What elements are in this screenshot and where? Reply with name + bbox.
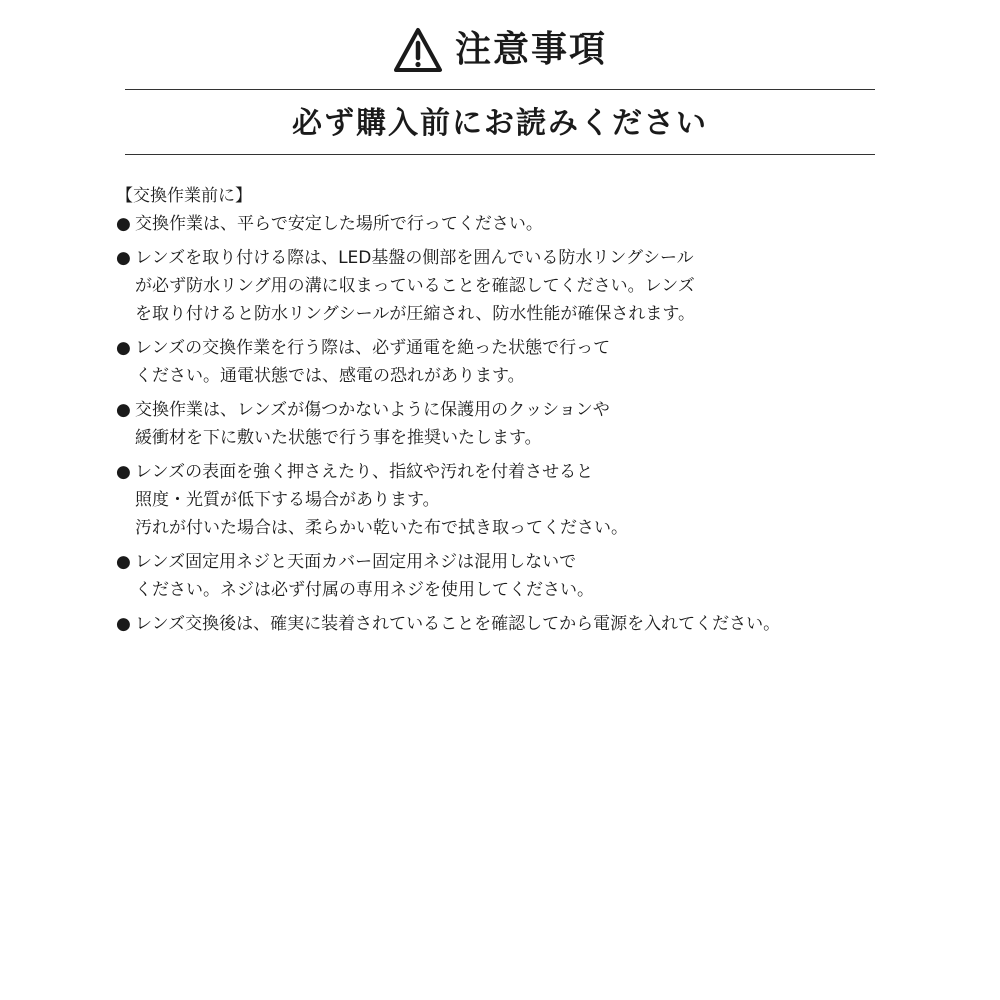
notice-item-line: レンズの交換作業を行う際は、必ず通電を絶った状態で行って [135,338,611,358]
section-heading: 【交換作業前に】 [116,186,252,206]
notice-item-line: が必ず防水リング用の溝に収まっていることを確認してください。レンズ [135,276,695,296]
page-title: 注意事項 [454,29,607,70]
bullet-icon: ● [116,462,131,482]
notice-header [0,22,1000,78]
notice-item-line: レンズを取り付ける際は、LED基盤の側部を囲んでいる防水リングシール [135,248,694,268]
notice-item-line: 照度・光質が低下する場合があります。 [135,490,440,510]
notice-item [116,244,996,328]
bullet-icon: ● [116,614,131,634]
notice-item-line: 交換作業は、平らで安定した場所で行ってください。 [135,214,543,234]
page-subtitle: 必ず購入前にお読みください [292,106,708,141]
notice-item [116,548,996,604]
notice-item-line: レンズの表面を強く押さえたり、指紋や汚れを付着させると [135,462,594,482]
bullet-icon: ● [116,338,131,358]
notice-item [116,210,996,238]
bottom-divider [125,154,875,155]
notice-item-line: ください。ネジは必ず付属の専用ネジを使用してください。 [135,580,594,600]
bullet-icon: ● [116,400,131,420]
notice-item-line: レンズ交換後は、確実に装着されていることを確認してから電源を入れてください。 [135,614,781,634]
notice-item [116,610,996,638]
warning-triangle-icon [393,27,443,73]
notice-item [116,396,996,452]
notice-item-line: レンズ固定用ネジと天面カバー固定用ネジは混用しないで [135,552,577,572]
notice-item [116,334,996,390]
notice-item-line: ください。通電状態では、感電の恐れがあります。 [135,366,525,386]
bullet-icon: ● [116,552,131,572]
notice-item [116,458,996,542]
notice-item-line: 緩衝材を下に敷いた状態で行う事を推奨いたします。 [135,428,542,448]
bullet-icon: ● [116,214,131,234]
notice-item-line: 汚れが付いた場合は、柔らかい乾いた布で拭き取ってください。 [135,518,628,538]
notice-item-line: を取り付けると防水リングシールが圧縮され、防水性能が確保されます。 [135,304,695,324]
top-divider [125,89,875,90]
bullet-icon: ● [116,248,131,268]
notice-content [116,182,996,638]
notice-item-line: 交換作業は、レンズが傷つかないように保護用のクッションや [135,400,610,420]
notice-list [116,210,996,638]
